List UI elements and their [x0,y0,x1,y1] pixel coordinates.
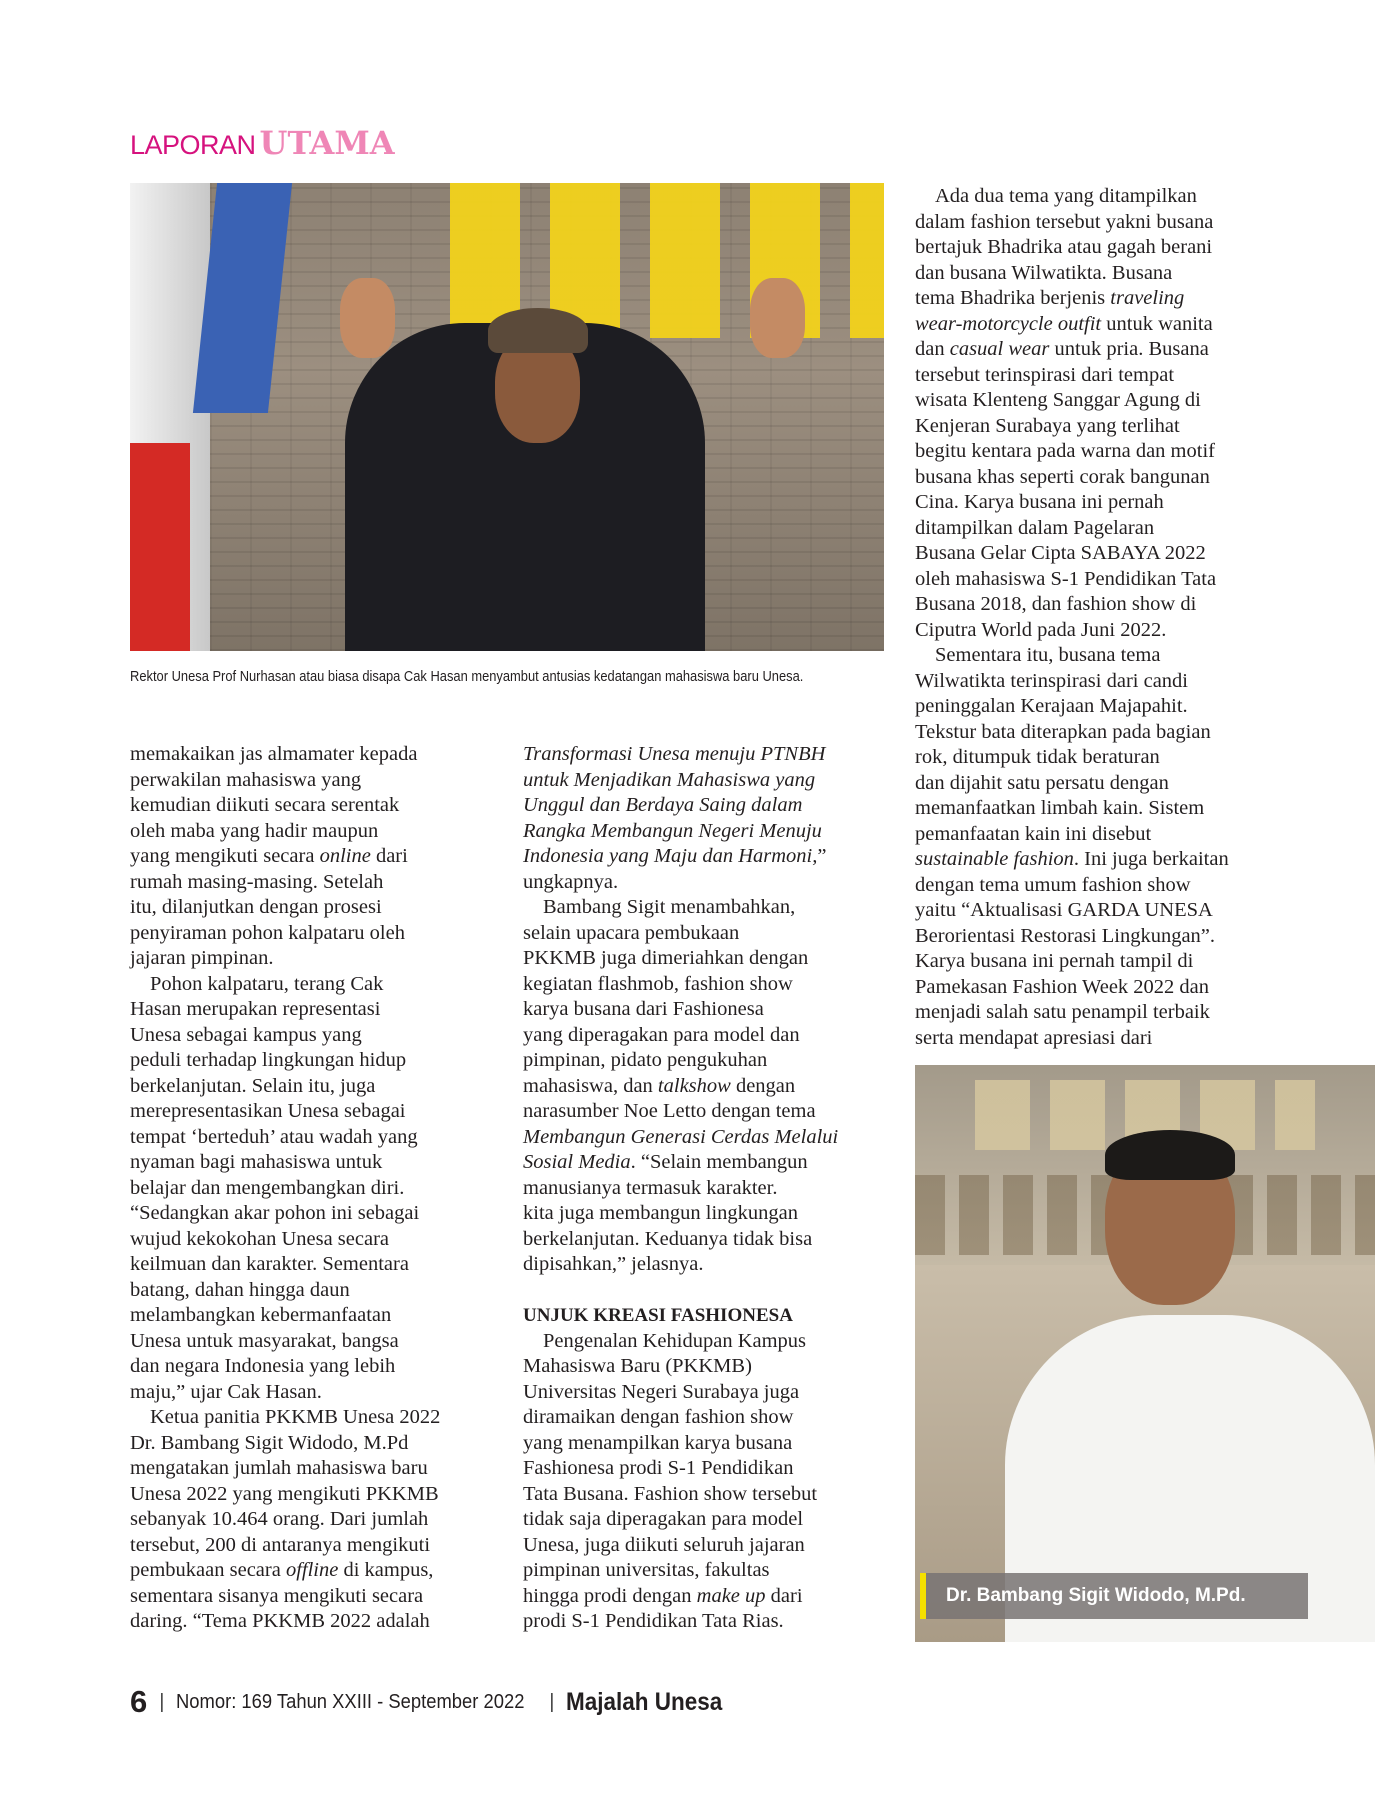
text-line [915,975,1229,1001]
text-line [130,921,440,947]
text-run: dan [915,338,950,360]
text-run: Fashionesa prodi S-1 Pendidikan [523,1457,794,1479]
text-run: tersebut, 200 di antaranya mengikuti [130,1533,431,1556]
text-run: Cina. Karya busana ini pernah [915,491,1164,513]
italic-run: untuk Menjadikan Mahasiswa yang [523,768,816,791]
text-line [915,337,1229,363]
text-line [130,1533,440,1559]
text-line [523,742,838,768]
text-line [523,1227,838,1253]
text-run: Tekstur bata diterapkan pada bagian [915,720,1211,743]
text-run: Berorientasi Restorasi Lingkungan”. [915,924,1216,947]
text-run: Dr. Bambang Sigit Widodo, M.Pd [130,1431,409,1454]
text-line [130,1584,440,1610]
text-line [523,972,838,998]
text-run: Pengenalan Kehidupan Kampus [543,1329,807,1352]
text-line [523,1125,838,1151]
italic-run: make up [696,1584,766,1607]
text-line [523,1099,838,1125]
text-line [130,844,440,870]
text-run: belajar dan mengembangkan diri. [130,1176,405,1199]
section-heading [523,1303,838,1329]
italic-run: sustainable fashion [915,848,1074,870]
text-run: UNJUK KREASI FASHIONESA [523,1305,793,1326]
text-run: oleh mahasiswa S-1 Pendidikan Tata [915,567,1217,590]
text-line [130,1507,440,1533]
section-kicker [130,124,395,162]
text-run: kita juga membangun lingkungan [523,1202,798,1224]
text-line [523,1048,838,1074]
text-run: bertajuk Bhadrika atau gagah berani [915,236,1213,258]
text-run: Bambang Sigit menambahkan, [543,896,796,918]
text-line [915,643,1229,669]
kicker-utama: UTAMA [259,124,395,162]
text-run: Pohon kalpataru, terang Cak [150,972,384,995]
text-run: tersebut terinspirasi dari tempat [915,363,1175,386]
text-line [915,414,1229,440]
text-line [523,1431,838,1457]
text-line [523,793,838,819]
article-column-3 [915,184,1229,1051]
text-line [130,1252,440,1278]
text-line [130,972,440,998]
text-line [915,388,1229,414]
text-line [130,1405,440,1431]
text-run: hingga prodi dengan [523,1584,697,1607]
text-run: penyiraman pohon kalpataru oleh [130,921,405,944]
text-run: kemudian diikuti secara serentak [130,794,400,816]
text-run: di kampus, [338,1559,434,1581]
text-run: karya busana dari Fashionesa [523,998,764,1020]
text-run: Pamekasan Fashion Week 2022 dan [915,975,1210,998]
text-run: sebanyak 10.464 orang. Dari jumlah [130,1508,429,1530]
kicker-laporan: LAPORAN [130,130,256,160]
text-line [915,439,1229,465]
magazine-name: Majalah Unesa [566,1687,723,1716]
text-run: ” [817,845,827,867]
text-run: dari [765,1584,803,1607]
text-run: Unesa, juga diikuti seluruh jajaran [523,1533,805,1556]
text-run: peduli terhadap lingkungan hidup [130,1049,407,1071]
text-run: itu, dilanjutkan dengan prosesi [130,896,382,918]
text-line [523,997,838,1023]
text-run: Kenjeran Surabaya yang terlihat [915,414,1180,437]
text-line [130,997,440,1023]
text-run: yang diperagakan para model dan [523,1023,800,1046]
text-run: wisata Klenteng Sanggar Agung di [915,389,1201,411]
text-line [130,1074,440,1100]
issue-info: Nomor: 169 Tahun XXIII - September 2022 [176,1690,525,1713]
text-line [130,895,440,921]
text-run: Sementara itu, busana tema [935,644,1161,666]
text-line [915,694,1229,720]
text-run: merepresentasikan Unesa sebagai [130,1100,406,1122]
text-line [523,1405,838,1431]
text-line [130,1023,440,1049]
text-run: dari [370,845,408,867]
divider: | [549,1690,555,1713]
text-line [130,1329,440,1355]
article-column-1 [130,742,440,1635]
text-line [915,720,1229,746]
article-column-2 [523,742,838,1635]
italic-run: wear-motorcycle outfit [915,312,1102,335]
text-run: dengan tema umum fashion show [915,873,1191,896]
text-run: yang mengikuti secara [130,845,320,867]
text-run: Universitas Negeri Surabaya juga [523,1380,800,1403]
text-line [915,184,1229,210]
text-line [523,1380,838,1406]
text-line [915,873,1229,899]
italic-run: Unggul dan Berdaya Saing dalam [523,794,803,816]
text-run: Wilwatikta terinspirasi dari candi [915,669,1188,692]
text-line [915,745,1229,771]
text-run: dalam fashion tersebut yakni busana [915,210,1214,233]
text-run: nyaman bagi mahasiswa untuk [130,1151,383,1173]
text-line [523,1201,838,1227]
text-run: tempat ‘berteduh’ atau wadah yang [130,1125,418,1148]
text-run: rumah masing-masing. Setelah [130,870,384,893]
text-run: untuk pria. Busana [1049,338,1209,360]
text-run: yaitu “Aktualisasi GARDA UNESA [915,899,1213,921]
text-run: mahasiswa, dan [523,1074,658,1097]
text-line [523,1584,838,1610]
text-line [130,1303,440,1329]
text-run: selain upacara pembukaan [523,921,740,944]
text-run: batang, dahan hingga daun [130,1278,350,1301]
text-run: Unesa untuk masyarakat, bangsa [130,1329,399,1352]
rector-photo [130,183,884,651]
photo-name-caption: Dr. Bambang Sigit Widodo, M.Pd. [920,1573,1308,1619]
text-run: Unesa 2022 yang mengikuti PKKMB [130,1482,439,1505]
text-line [523,1456,838,1482]
text-line [915,669,1229,695]
divider: | [159,1690,165,1713]
text-line [130,1380,440,1406]
text-run: kegiatan flashmob, fashion show [523,972,793,995]
text-line [130,1048,440,1074]
text-run: memakaikan jas almamater kepada [130,743,418,765]
text-run: diramaikan dengan fashion show [523,1406,794,1428]
text-line [915,1026,1229,1052]
text-line [523,1176,838,1202]
text-line [130,870,440,896]
text-run: dan negara Indonesia yang lebih [130,1355,396,1377]
text-run: dipisahkan,” jelasnya. [523,1253,704,1275]
text-run: tema Bhadrika berjenis [915,287,1111,309]
text-line [523,1278,838,1304]
text-run: berkelanjutan. Selain itu, juga [130,1074,376,1097]
text-line [130,946,440,972]
text-line [130,742,440,768]
text-line [130,1431,440,1457]
text-run: untuk wanita [1101,312,1213,335]
text-run: dengan [730,1074,796,1097]
text-line [523,1354,838,1380]
italic-run: online [319,845,371,867]
text-line [915,822,1229,848]
italic-run: talkshow [657,1074,731,1097]
page-number: 6 [130,1684,148,1719]
text-line [523,1482,838,1508]
text-run: mengatakan jumlah mahasiswa baru [130,1457,428,1479]
text-run: oleh maba yang hadir maupun [130,819,379,842]
text-run: memanfaatkan limbah kain. Sistem [915,797,1205,819]
text-line [915,796,1229,822]
italic-run: Rangka Membangun Negeri Menuju [523,819,822,842]
text-run: Busana Gelar Cipta SABAYA 2022 [915,542,1206,564]
text-run: pembukaan secara [130,1559,286,1581]
text-run: daring. “Tema PKKMB 2022 adalah [130,1610,430,1632]
text-run: keilmuan dan karakter. Sementara [130,1253,409,1275]
text-run: pimpinan universitas, fakultas [523,1559,770,1581]
text-line [130,1278,440,1304]
text-run: Ada dua tema yang ditampilkan [935,185,1197,207]
text-line [523,1558,838,1584]
text-line [915,235,1229,261]
text-line [523,921,838,947]
text-run: tidak saja diperagakan para model [523,1508,804,1530]
text-line [130,1150,440,1176]
italic-run: Transformasi Unesa menuju PTNBH [523,743,826,765]
text-run: PKKMB juga dimeriahkan dengan [523,947,809,969]
text-line [915,592,1229,618]
text-run: yang menampilkan karya busana [523,1431,793,1454]
text-line [915,516,1229,542]
text-line [915,618,1229,644]
text-line [915,261,1229,287]
text-line [523,844,838,870]
italic-run: offline [285,1559,339,1581]
text-run: ungkapnya. [523,870,619,893]
text-run: ditampilkan dalam Pagelaran [915,516,1155,539]
text-run: melambangkan kebermanfaatan [130,1304,392,1326]
italic-run: Indonesia yang Maju dan Harmoni, [523,845,818,867]
text-line [915,210,1229,236]
text-run: peninggalan Kerajaan Majapahit. [915,695,1188,717]
text-line [915,312,1229,338]
text-line [130,1099,440,1125]
text-line [130,1558,440,1584]
text-line [915,949,1229,975]
text-line [915,1000,1229,1026]
text-line [130,1609,440,1635]
text-run: serta mendapat apresiasi dari [915,1026,1153,1049]
text-line [130,1227,440,1253]
text-line [915,363,1229,389]
text-run: pimpinan, pidato pengukuhan [523,1049,768,1071]
text-line [915,898,1229,924]
text-run: prodi S-1 Pendidikan Tata Rias. [523,1610,784,1632]
text-run: berkelanjutan. Keduanya tidak bisa [523,1227,813,1250]
text-line [915,771,1229,797]
italic-run: Membangun Generasi Cerdas Melalui [523,1125,839,1148]
text-line [915,465,1229,491]
committee-chair-photo [915,1065,1375,1642]
text-run: Hasan merupakan representasi [130,998,381,1020]
text-line [523,1609,838,1635]
text-line [523,768,838,794]
text-line [130,1176,440,1202]
text-run: Unesa sebagai kampus yang [130,1023,362,1046]
text-line [523,870,838,896]
text-line [130,1125,440,1151]
italic-run: Sosial Media [523,1151,631,1173]
text-line [130,768,440,794]
text-run: dan busana Wilwatikta. Busana [915,261,1173,284]
text-run: maju,” ujar Cak Hasan. [130,1380,322,1403]
text-run: dan dijahit satu persatu dengan [915,771,1169,794]
text-line [915,847,1229,873]
text-run: sementara sisanya mengikuti secara [130,1584,424,1607]
photo-caption: Rektor Unesa Prof Nurhasan atau biasa disapa Cak Hasan menyambut antusias kedatangan mahasiswa baru Unesa. [130,668,804,685]
text-line [523,1074,838,1100]
text-run: begitu kentara pada warna dan motif [915,440,1215,462]
text-line [915,567,1229,593]
text-line [523,895,838,921]
text-line [130,1201,440,1227]
text-run: Ciputra World pada Juni 2022. [915,618,1167,641]
text-line [915,924,1229,950]
text-run: pemanfaatan kain ini disebut [915,822,1152,845]
text-run: Karya busana ini pernah tampil di [915,950,1194,972]
text-run: Tata Busana. Fashion show tersebut [523,1482,818,1505]
italic-run: casual wear [949,338,1050,360]
text-run: manusianya termasuk karakter. [523,1176,778,1199]
text-line [130,793,440,819]
text-line [130,1456,440,1482]
text-run: busana khas seperti corak bangunan [915,465,1210,488]
text-run: narasumber Noe Letto dengan tema [523,1100,816,1122]
text-run: wujud kekokohan Unesa secara [130,1227,390,1250]
text-line [130,819,440,845]
text-line [915,490,1229,516]
text-line [915,286,1229,312]
text-line [523,1507,838,1533]
text-line [130,1354,440,1380]
text-line [915,541,1229,567]
text-line [523,819,838,845]
text-line [523,1150,838,1176]
italic-run: traveling [1110,287,1185,309]
text-run: . Ini juga berkaitan [1073,848,1229,870]
text-line [523,1329,838,1355]
text-line [523,1023,838,1049]
text-run: Mahasiswa Baru (PKKMB) [523,1355,752,1377]
text-line [523,1252,838,1278]
text-run: menjadi salah satu penampil terbaik [915,1001,1210,1023]
text-run: “Sedangkan akar pohon ini sebagai [130,1202,420,1224]
text-run: perwakilan mahasiswa yang [130,768,362,791]
text-run: rok, ditumpuk tidak beraturan [915,746,1160,768]
text-line [523,946,838,972]
text-run: Busana 2018, dan fashion show di [915,593,1197,615]
page-footer [130,1684,740,1720]
text-run: . “Selain membangun [630,1151,808,1173]
text-run: Ketua panitia PKKMB Unesa 2022 [150,1406,441,1428]
text-run: jajaran pimpinan. [130,947,274,969]
text-line [130,1482,440,1508]
text-line [523,1533,838,1559]
